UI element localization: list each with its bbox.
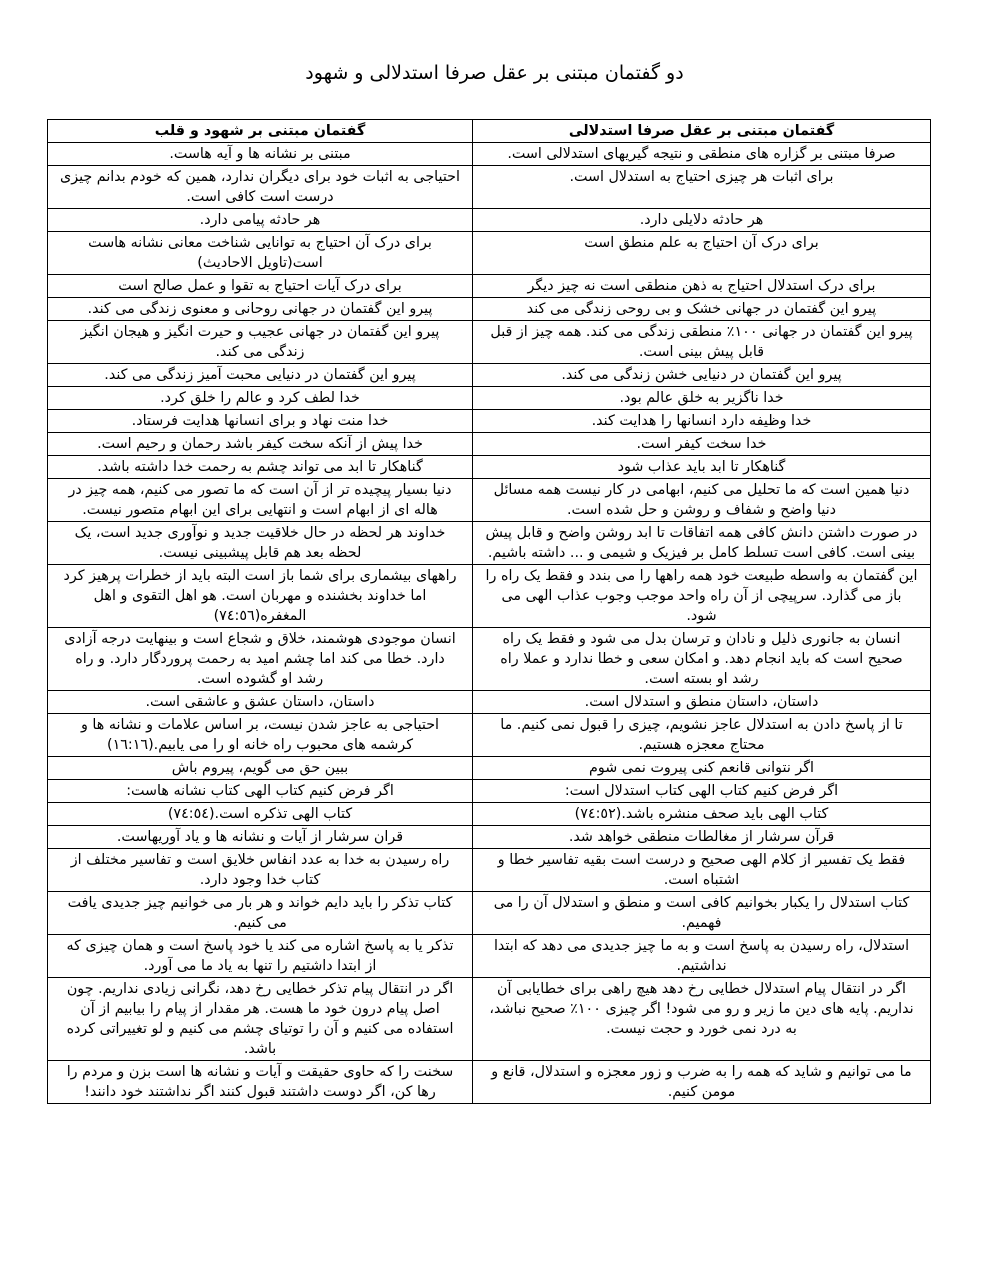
table-row — [48, 1061, 931, 1104]
cell-rational: پیرو این گفتمان در جهانی خشک و بی روحی زندگی می کند — [473, 298, 931, 321]
table-row — [48, 691, 931, 714]
cell-rational: کتاب استدلال را یکبار بخوانیم کافی است و منطق و استدلال آن را می فهمیم. — [473, 892, 931, 935]
cell-intuitive: انسان موجودی هوشمند، خلاق و شجاع است و بینهایت درجه آزادی دارد. خطا می کند اما چشم امید به رحمت پروردگار دارد. و راه رشد او گشوده است. — [48, 628, 473, 691]
cell-rational: این گفتمان به واسطه طبیعت خود همه راهها را می بندد و فقط یک راه را باز می گذارد. سرپیچی از آن راه واحد موجب وجوب عذاب الهی می شود. — [473, 565, 931, 628]
cell-intuitive: احتیاجی به اثبات خود برای دیگران ندارد، همین که خودم بدانم چیزی درست است کافی است. — [48, 166, 473, 209]
table-row — [48, 803, 931, 826]
cell-rational: اگر فرض کنیم کتاب الهی کتاب استدلال است: — [473, 780, 931, 803]
table-row — [48, 826, 931, 849]
cell-rational: خدا سخت کیفر است. — [473, 433, 931, 456]
cell-intuitive: احتیاجی به عاجز شدن نیست، بر اساس علامات و نشانه ها و کرشمه های محبوب راه خانه او را می یابیم.(١٦:١٦) — [48, 714, 473, 757]
table-header-row — [48, 120, 931, 143]
table-row — [48, 757, 931, 780]
cell-rational: اگر در انتقال پیام استدلال خطایی رخ دهد هیچ راهی برای خطایابی آن نداریم. پایه های دین ما زیر و رو می شود! اگر چیزی ۱۰۰٪ صحیح نباشد، به درد نمی خورد و حجت نیست. — [473, 978, 931, 1061]
cell-rational: هر حادثه دلایلی دارد. — [473, 209, 931, 232]
cell-intuitive: تذکر یا به پاسخ اشاره می کند یا خود پاسخ است و همان چیزی که از ابتدا داشتیم را تنها به یاد ما می آورد. — [48, 935, 473, 978]
table-row — [48, 275, 931, 298]
table-row — [48, 522, 931, 565]
cell-rational: خدا وظیفه دارد انسانها را هدایت کند. — [473, 410, 931, 433]
cell-rational: در صورت داشتن دانش کافی همه اتفاقات تا ابد روشن واضح و قابل پیش بینی است. کافی است تسلط کامل بر فیزیک و شیمی و ... داشته باشیم. — [473, 522, 931, 565]
cell-rational: اگر نتوانی قانعم کنی پیروت نمی شوم — [473, 757, 931, 780]
cell-intuitive: برای درک آن احتیاج به توانایی شناخت معانی نشانه هاست است(تاویل الاحادیث) — [48, 232, 473, 275]
table-row — [48, 978, 931, 1061]
cell-intuitive: راه رسیدن به خدا به عدد انفاس خلایق است و تفاسیر مختلف از کتاب خدا وجود دارد. — [48, 849, 473, 892]
cell-rational: خدا ناگزیر به خلق عالم بود. — [473, 387, 931, 410]
table-row — [48, 209, 931, 232]
table-row — [48, 849, 931, 892]
cell-rational: برای اثبات هر چیزی احتیاج به استدلال است. — [473, 166, 931, 209]
table-row — [48, 298, 931, 321]
comparison-table — [47, 119, 931, 1104]
cell-intuitive: کتاب الهی تذکره است.(۷٤:٥٤) — [48, 803, 473, 826]
header-intuitive-discourse: گفتمان مبتنی بر شهود و قلب — [48, 120, 473, 143]
table-row — [48, 410, 931, 433]
cell-rational: استدلال، راه رسیدن به پاسخ است و به ما چیز جدیدی می دهد که ابتدا نداشتیم. — [473, 935, 931, 978]
cell-rational: ما می توانیم و شاید که همه را به ضرب و زور معجزه و استدلال، قانع و مومن کنیم. — [473, 1061, 931, 1104]
table-row — [48, 935, 931, 978]
table-row — [48, 456, 931, 479]
cell-intuitive: گناهکار تا ابد می تواند چشم به رحمت خدا داشته باشد. — [48, 456, 473, 479]
cell-rational: کتاب الهی باید صحف منشره باشد.(۷٤:٥٢) — [473, 803, 931, 826]
cell-rational: انسان به جانوری ذلیل و نادان و ترسان بدل می شود و فقط یک راه صحیح است که باید انجام دهد. و امکان سعی و خطا ندارد و عملا راه رشد او بسته است. — [473, 628, 931, 691]
cell-intuitive: اگر در انتقال پیام تذکر خطایی رخ دهد، نگرانی زیادی نداریم. چون اصل پیام درون خود ما هست. هر مقدار از پیام را بیابیم از آن استفاده می کنیم و آن را توتیای چشم می کنیم و لو تغییراتی کرده باشد. — [48, 978, 473, 1061]
table-row — [48, 628, 931, 691]
cell-intuitive: پیرو این گفتمان در دنیایی محبت آمیز زندگی می کند. — [48, 364, 473, 387]
cell-rational: دنیا همین است که ما تحلیل می کنیم، ابهامی در کار نیست همه مسائل دنیا واضح و شفاف و روشن و حل شده است. — [473, 479, 931, 522]
cell-rational: تا از پاسخ دادن به استدلال عاجز نشویم، چیزی را قبول نمی کنیم. ما محتاج معجزه هستیم. — [473, 714, 931, 757]
cell-intuitive: خداوند هر لحظه در حال خلاقیت جدید و نوآوری جدید است، یک لحظه بعد هم قابل پیشبینی نیست. — [48, 522, 473, 565]
header-rational-discourse: گفتمان مبتنی بر عقل صرفا استدلالی — [473, 120, 931, 143]
table-row — [48, 479, 931, 522]
table-row — [48, 232, 931, 275]
cell-intuitive: قران سرشار از آیات و نشانه ها و یاد آوریهاست. — [48, 826, 473, 849]
cell-intuitive: پیرو این گفتمان در جهانی عجیب و حیرت انگیز و هیجان انگیز زندگی می کند. — [48, 321, 473, 364]
cell-intuitive: مبتنی بر نشانه ها و آیه هاست. — [48, 143, 473, 166]
cell-rational: گناهکار تا ابد باید عذاب شود — [473, 456, 931, 479]
table-row — [48, 433, 931, 456]
table-row — [48, 364, 931, 387]
cell-intuitive: هر حادثه پیامی دارد. — [48, 209, 473, 232]
table-row — [48, 565, 931, 628]
cell-intuitive: خدا لطف کرد و عالم را خلق کرد. — [48, 387, 473, 410]
table-row — [48, 143, 931, 166]
cell-intuitive: خدا پیش از آنکه سخت کیفر باشد رحمان و رحیم است. — [48, 433, 473, 456]
cell-rational: قرآن سرشار از مغالطات منطقی خواهد شد. — [473, 826, 931, 849]
table-row — [48, 892, 931, 935]
cell-rational: داستان، داستان منطق و استدلال است. — [473, 691, 931, 714]
cell-rational: فقط یک تفسیر از کلام الهی صحیح و درست است بقیه تفاسیر خطا و اشتباه است. — [473, 849, 931, 892]
cell-intuitive: خدا منت نهاد و برای انسانها هدایت فرستاد. — [48, 410, 473, 433]
table-row — [48, 387, 931, 410]
table-row — [48, 714, 931, 757]
cell-rational: پیرو این گفتمان در دنیایی خشن زندگی می کند. — [473, 364, 931, 387]
cell-intuitive: اگر فرض کنیم کتاب الهی کتاب نشانه هاست: — [48, 780, 473, 803]
cell-intuitive: پیرو این گفتمان در جهانی روحانی و معنوی زندگی می کند. — [48, 298, 473, 321]
cell-intuitive: سخنت را که حاوی حقیقت و آیات و نشانه ها است بزن و مردم را رها کن، اگر دوست داشتند قبول کنند اگر نداشتند خود دانند! — [48, 1061, 473, 1104]
cell-intuitive: داستان، داستان عشق و عاشقی است. — [48, 691, 473, 714]
cell-intuitive: کتاب تذکر را باید دایم خواند و هر بار می خوانیم چیز جدیدی یافت می کنیم. — [48, 892, 473, 935]
cell-rational: برای درک آن احتیاج به علم منطق است — [473, 232, 931, 275]
table-row — [48, 780, 931, 803]
cell-rational: پیرو این گفتمان در جهانی ۱۰۰٪ منطقی زندگی می کند. همه چیز از قبل قابل پیش بینی است. — [473, 321, 931, 364]
cell-intuitive: راههای بیشماری برای شما باز است البته باید از خطرات پرهیز کرد اما خداوند بخشنده و مهربان است. هو اهل التقوی و اهل المغفره(۷٤:٥٦) — [48, 565, 473, 628]
cell-rational: برای درک استدلال احتیاج به ذهن منطقی است نه چیز دیگر — [473, 275, 931, 298]
table-row — [48, 321, 931, 364]
document-title: دو گفتمان مبتنی بر عقل صرفا استدلالی و شهود — [305, 62, 684, 84]
cell-intuitive: ببین حق می گویم، پیروم باش — [48, 757, 473, 780]
cell-intuitive: دنیا بسیار پیچیده تر از آن است که ما تصور می کنیم، همه چیز در هاله ای از ابهام است و انتهایی برای این ابهام متصور نیست. — [48, 479, 473, 522]
table-row — [48, 166, 931, 209]
cell-intuitive: برای درک آیات احتیاج به تقوا و عمل صالح است — [48, 275, 473, 298]
cell-rational: صرفا مبتنی بر گزاره های منطقی و نتیجه گیریهای استدلالی است. — [473, 143, 931, 166]
